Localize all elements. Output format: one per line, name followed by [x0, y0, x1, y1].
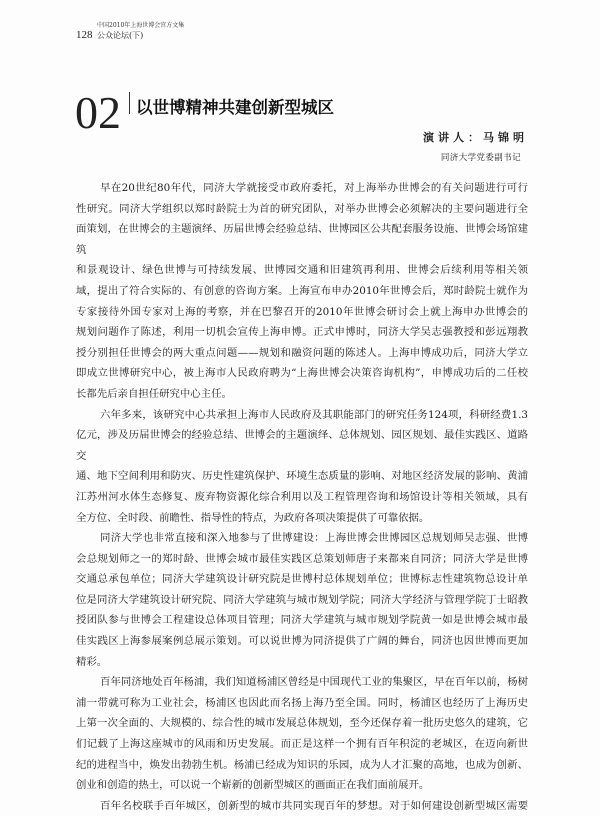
text-line: 浦一带就可称为工业社会，杨浦区也因此而名扬上海乃至全国。同时，杨浦区也经历了上海历史 [76, 696, 528, 709]
speaker-line [423, 131, 528, 145]
text-line: 域，提出了符合实际的、有创意的咨询方案。上海宣布申办2010年世博会后，郑时龄院士就作为 [76, 284, 528, 297]
text-line: 们记载了上海这座城市的风雨和历史发展。而正是这样一个拥有百年积淀的老城区，在迈向新世 [76, 738, 528, 751]
text-line: 精彩。 [76, 655, 108, 668]
article-title: 以世博精神共建创新型城区 [136, 98, 334, 117]
speaker-name: 马锦明 [483, 131, 528, 144]
text-line: 江苏州河水体生态修复、废弃物资源化综合利用以及工程管理咨询和场馆设计等相关领域，具有 [76, 490, 528, 503]
text-line: 佳实践区上海参展案例总展示策划。可以说世博为同济提供了广阔的舞台，同济也因世博而更加 [76, 635, 528, 648]
text-line: 通、地下空间利用和防灾、历史性建筑保护、环境生态质量的影响、对地区经济发展的影响、黄浦 [76, 470, 528, 483]
article-body [76, 178, 528, 816]
text-line: 规划问题作了陈述，利用一切机会宣传上海申博。正式申博时，同济大学吴志强教授和彭远翔教 [76, 326, 528, 339]
text-line: 上第一次全面的、大规模的、综合性的城市发展总体规划，至今还保存着一批历史悠久的建筑，它 [76, 717, 528, 730]
body-paragraph-5 [76, 796, 528, 816]
text-line: 百年名校联手百年城区，创新型的城市共同实现百年的梦想。对于如何建设创新型城区需要 [100, 799, 528, 812]
text-line: 百年同济地处百年杨浦，我们知道杨浦区曾经是中国现代工业的集聚区，早在百年以前，杨树 [100, 676, 528, 689]
text-line: 创业和创造的热土，可以说一个崭新的创新型城区的画面正在我们面前展开。 [76, 779, 430, 792]
text-line: 即成立世博研究中心，被上海市人民政府聘为“上海世博会决策咨询机构”，申博成功后的二任校 [76, 367, 528, 380]
text-line: 授分别担任世博会的两大重点问题——规划和融资问题的陈述人。上海申博成功后，同济大学立 [76, 346, 528, 359]
text-line: 交通总承包单位；同济大学建筑设计研究院是世博村总体规划单位；世博标志性建筑物总设计单 [76, 573, 528, 586]
text-line: 六年多来，该研究中心共承担上海市人民政府及其职能部门的研究任务124项，科研经费1.3 [100, 408, 528, 421]
title-divider [129, 92, 130, 114]
page-number: 128 [76, 29, 93, 41]
header-series-title: 中国2010年上海世博会官方文集 [97, 22, 185, 29]
header-section-title: 公众论坛(下) [97, 31, 144, 40]
text-line: 同济大学也非常直接和深入地参与了世博建设：上海世博会世博园区总规划师吴志强、世博 [100, 532, 528, 545]
body-paragraph-1 [76, 178, 528, 405]
article-number: 02 [75, 87, 121, 138]
speaker-affiliation: 同济大学党委副书记 [440, 153, 521, 163]
body-paragraph-4 [76, 672, 528, 796]
text-line: 和景观设计、绿色世博与可持续发展、世博园交通和旧建筑再利用、世博会后续利用等相关领 [76, 264, 528, 277]
text-line: 早在20世纪80年代，同济大学就接受市政府委托，对上海举办世博会的有关问题进行可行 [100, 182, 528, 194]
speaker-label: 演讲人： [423, 131, 483, 144]
text-line: 性研究。同济大学组织以郑时龄院士为首的研究团队，对举办世博会必须解决的主要问题进行全 [76, 202, 528, 215]
text-line: 长都先后亲自担任研究中心主任。 [76, 387, 232, 400]
text-line: 纪的进程当中，焕发出勃勃生机。杨浦已经成为知识的乐园，成为人才汇聚的高地，也成为创新、 [76, 758, 528, 771]
text-line: 授团队参与世博会工程建设总体项目管理；同济大学建筑与城市规划学院黄一如是世博会城市最 [76, 614, 528, 627]
text-line: 全方位、全时段、前瞻性、指导性的特点，为政府各项决策提供了可靠依据。 [76, 511, 430, 524]
text-line: 专家接待外国专家对上海的考察，并在巴黎召开的2010年世博会研讨会上就上海申办世博会的 [76, 305, 528, 318]
body-paragraph-3 [76, 528, 528, 672]
text-line: 会总规划师之一的郑时龄、世博会城市最佳实践区总策划师唐子来都来自同济；同济大学是世博 [76, 552, 528, 565]
body-paragraph-2 [76, 405, 528, 529]
text-line: 亿元，涉及历届世博会的经验总结、世博会的主题演绎、总体规划、园区规划、最佳实践区、道路交 [76, 429, 528, 462]
text-line: 面策划，在世博会的主题演绎、历届世博会经验总结、世博园区公共配套服务设施、世博会场馆建筑 [76, 223, 528, 256]
text-line: 位是同济大学建筑设计研究院、同济大学建筑与城市规划学院；同济大学经济与管理学院丁士昭教 [76, 593, 528, 606]
